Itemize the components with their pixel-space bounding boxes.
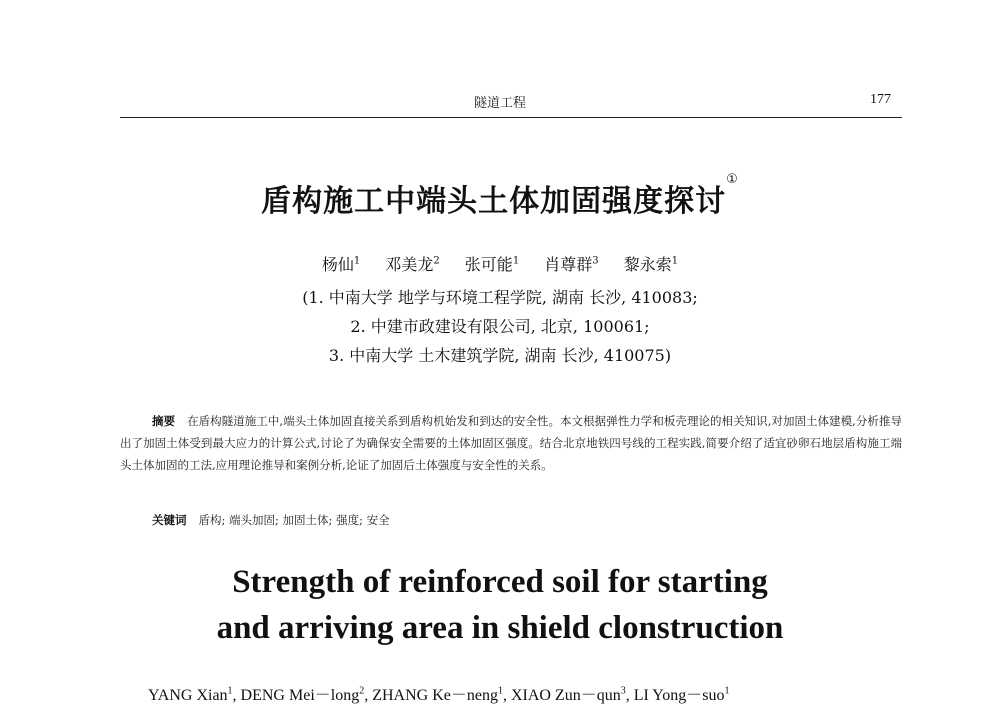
author-list-en xyxy=(148,682,729,705)
author-name: 肖尊群 xyxy=(544,255,593,274)
page-number: 177 xyxy=(870,92,891,107)
affiliation-line: 2. 中建市政建设有限公司, 北京, 100061; xyxy=(350,317,650,336)
author-name: 张可能 xyxy=(464,255,513,274)
keywords-text: 盾构; 端头加固; 加固土体; 强度; 安全 xyxy=(198,513,390,527)
author-affil-mark: 1 xyxy=(724,685,730,697)
paper-title-cn xyxy=(0,172,1000,220)
author-cn xyxy=(624,255,678,274)
author-affil-mark: 2 xyxy=(359,685,365,697)
author-name: ZHANG Ke－neng xyxy=(372,687,498,704)
paper-title-en-line-1: Strength of reinforced soil for starting xyxy=(232,564,768,600)
author-cn xyxy=(385,255,439,274)
author-affil-mark: 1 xyxy=(353,255,361,267)
abstract-label: 摘要 xyxy=(152,414,176,428)
author-affil-mark: 2 xyxy=(433,255,440,267)
author-name: 邓美龙 xyxy=(385,255,434,274)
author-name: 杨仙 xyxy=(321,255,354,274)
author-en: YANG Xian$^1$, xyxy=(148,685,241,704)
author-en: DENG Mei－long$^2$, xyxy=(240,685,373,704)
affiliation-line: 3. 中南大学 土木建筑学院, 湖南 长沙, 410075) xyxy=(328,346,672,365)
author-name: 黎永索 xyxy=(623,255,672,274)
author-cn xyxy=(544,255,598,274)
keywords-label: 关键词 xyxy=(152,513,187,527)
running-header-title: 隧道工程 xyxy=(473,96,526,111)
author-cn xyxy=(465,255,519,274)
author-affil-mark: 3 xyxy=(592,255,599,267)
author-list-cn xyxy=(0,252,1000,275)
author-affil-mark: 1 xyxy=(512,255,520,267)
author-affil-mark: 1 xyxy=(227,685,233,697)
paper-title-en-line-2: and arriving area in shield clonstruction xyxy=(216,610,784,646)
author-en: XIAO Zun－qun$^3$, xyxy=(510,685,634,704)
abstract-text: 在盾构隧道施工中,端头土体加固直接关系到盾构机始发和到达的安全性。本文根据弹性力学和板壳理论的相关知识,对加固土体建模,分析推导出了加固土体受到最大应力的计算公式,讨论了为确保安全需要的土体加固区强度。结合北京地铁四号线的工程实践,简要介绍了适宜砂卵石地层盾构施工端头土体加固的工法,应用理论推导和案例分析,论证了加固后土体强度与安全性的关系。 xyxy=(120,414,902,472)
author-cn xyxy=(322,255,360,274)
author-affil-mark: 3 xyxy=(620,685,626,697)
title-footnote-mark: ① xyxy=(726,172,739,187)
author-affil-mark: 1 xyxy=(497,685,503,697)
author-en: ZHANG Ke－neng$^1$, xyxy=(372,685,511,704)
affiliation-line: (1. 中南大学 地学与环境工程学院, 湖南 长沙, 410083; xyxy=(302,288,698,307)
paper-title-cn-text: 盾构施工中端头土体加固强度探讨 xyxy=(261,184,727,219)
author-name: DENG Mei－long xyxy=(240,687,360,704)
abstract xyxy=(120,410,902,476)
author-name: YANG Xian xyxy=(148,687,228,704)
author-name: XIAO Zun－qun xyxy=(510,687,621,704)
author-name: LI Yong－suo xyxy=(633,687,725,704)
header-rule xyxy=(120,117,902,118)
author-affil-mark: 1 xyxy=(671,255,679,267)
keywords xyxy=(152,512,390,528)
